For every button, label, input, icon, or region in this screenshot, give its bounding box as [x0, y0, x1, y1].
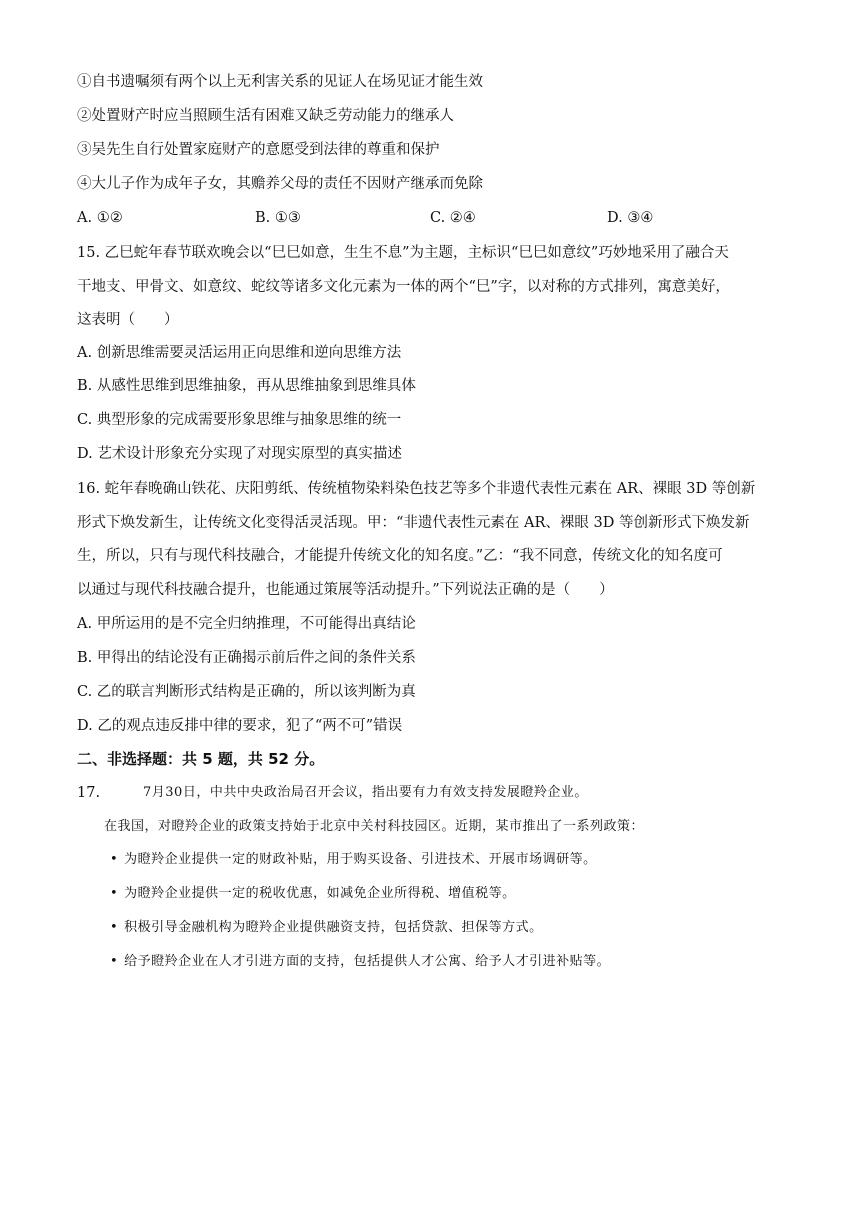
q14-statement-4: ④大儿子作为成年子女，其赡养父母的责任不因财产继承而免除	[77, 176, 483, 192]
q17-bullet-1	[110, 850, 597, 870]
q16-stem-line-3: 生，所以，只有与现代科技融合，才能提升传统文化的知名度。”乙：“我不同意，传统文化的知名度可	[77, 548, 723, 564]
q15-stem-line-2: 干地支、甲骨文、如意纹、蛇纹等诸多文化元素为一体的两个“巳”字，以对称的方式排列，寓意美好，	[77, 279, 730, 295]
q15-option-d: D. 艺术设计形象充分实现了对现实原型的真实描述	[77, 446, 402, 462]
q15-stem-line-3: 这表明（ ）	[77, 312, 179, 328]
q14-option-a: A. ①②	[77, 210, 123, 226]
q14-option-b: B. ①③	[255, 210, 301, 226]
q17-bullet-2-text: 为瞪羚企业提供一定的税收优惠，如减免企业所得税、增值税等。	[124, 886, 516, 901]
q17-paragraph: 在我国，对瞪羚企业的政策支持始于北京中关村科技园区。近期，某市推出了一系列政策：	[104, 819, 645, 834]
q15-stem-line-1: 15. 乙巳蛇年春节联欢晚会以“巳巳如意，生生不息”为主题，主标识“巳巳如意纹”巧妙地采用了融合天	[77, 245, 729, 261]
q14-option-c: C. ②④	[430, 210, 476, 226]
bullet-dot-icon: •	[110, 920, 119, 935]
q17-bullet-4-text: 给予瞪羚企业在人才引进方面的支持，包括提供人才公寓、给予人才引进补贴等。	[124, 954, 611, 969]
q16-stem-line-1: 16. 蛇年春晚确山铁花、庆阳剪纸、传统植物染料染色技艺等多个非遗代表性元素在 AR、裸眼 3D 等创新	[77, 481, 756, 497]
q17-bullet-3	[110, 918, 543, 938]
q17-bullet-3-text: 积极引导金融机构为瞪羚企业提供融资支持，包括贷款、担保等方式。	[124, 920, 543, 935]
q16-option-a: A. 甲所运用的是不完全归纳推理，不可能得出真结论	[77, 616, 416, 632]
q14-statement-1: ①自书遗嘱须有两个以上无利害关系的见证人在场见证才能生效	[77, 74, 483, 90]
q16-option-c: C. 乙的联言判断形式结构是正确的，所以该判断为真	[77, 684, 416, 700]
q16-stem-line-2: 形式下焕发新生，让传统文化变得活灵活现。甲：“非遗代表性元素在 AR、裸眼 3D 等创新形式下焕发新	[77, 515, 750, 531]
q15-option-b: B. 从感性思维到思维抽象，再从思维抽象到思维具体	[77, 378, 416, 394]
section-2-heading: 二、非选择题：共 5 题，共 52 分。	[77, 750, 325, 768]
q17-intro: 7月30日，中共中央政治局召开会议，指出要有力有效支持发展瞪羚企业。	[143, 785, 588, 800]
q14-statement-2: ②处置财产时应当照顾生活有困难又缺乏劳动能力的继承人	[77, 108, 454, 124]
q17-bullet-4	[110, 952, 610, 972]
q17-bullet-1-text: 为瞪羚企业提供一定的财政补贴，用于购买设备、引进技术、开展市场调研等。	[124, 852, 597, 867]
q16-option-b: B. 甲得出的结论没有正确揭示前后件之间的条件关系	[77, 650, 416, 666]
q16-option-d: D. 乙的观点违反排中律的要求，犯了“两不可”错误	[77, 718, 403, 734]
q15-option-a: A. 创新思维需要灵活运用正向思维和逆向思维方法	[77, 345, 402, 361]
q17-number: 17.	[77, 785, 101, 801]
q17-bullet-2	[110, 884, 516, 904]
q14-statement-3: ③吴先生自行处置家庭财产的意愿受到法律的尊重和保护	[77, 142, 440, 158]
bullet-dot-icon: •	[110, 886, 119, 901]
bullet-dot-icon: •	[110, 954, 119, 969]
q16-stem-line-4: 以通过与现代科技融合提升，也能通过策展等活动提升。”下列说法正确的是（ ）	[77, 582, 614, 598]
bullet-dot-icon: •	[110, 852, 119, 867]
q15-option-c: C. 典型形象的完成需要形象思维与抽象思维的统一	[77, 412, 402, 428]
q14-option-d: D. ③④	[607, 210, 654, 226]
